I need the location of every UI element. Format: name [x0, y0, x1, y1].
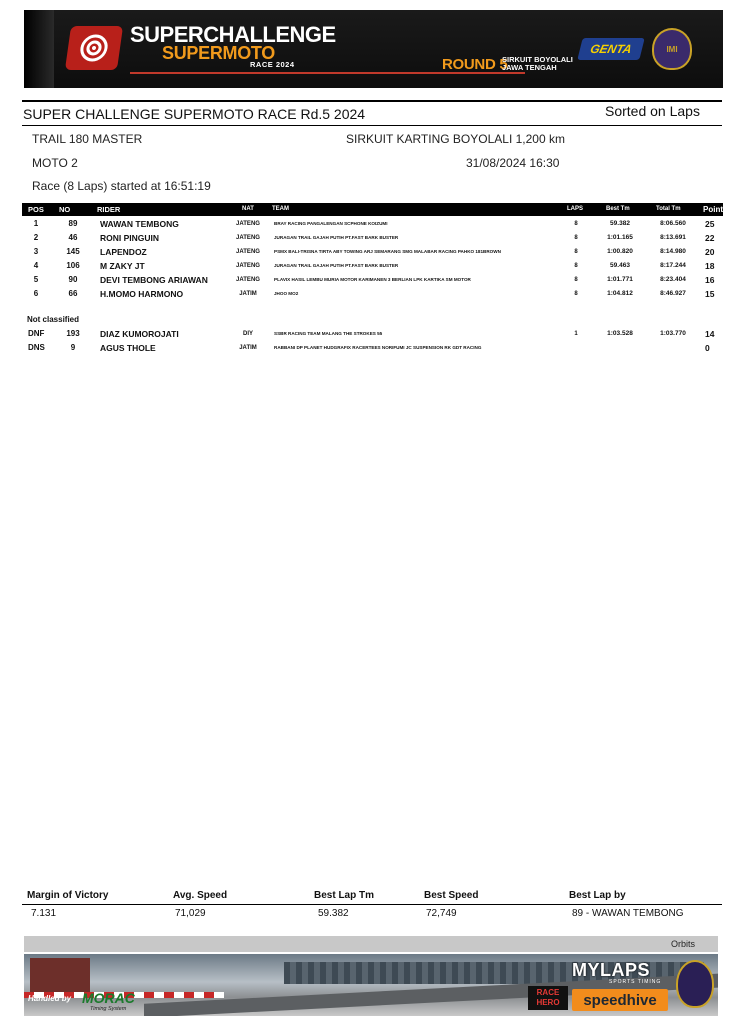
best-lap-label: Best Lap Tm [314, 890, 375, 901]
row-rider: DIAZ KUMOROJATI [100, 329, 179, 339]
row-points: 25 [705, 219, 715, 229]
row-points: 15 [705, 289, 715, 299]
row-laps: 8 [574, 249, 578, 255]
target-logo-icon [65, 26, 123, 70]
row-total-time: 8:17.244 [660, 262, 686, 269]
row-number: 66 [68, 289, 78, 298]
event-banner [24, 10, 723, 88]
row-number: 106 [66, 261, 80, 270]
not-classified-heading: Not classified [27, 315, 80, 324]
row-team: RABBANI DP PLANET HUDGRAFIX RACERTEES NORIFUMI JC SUSPENSION RK GDT RACING [274, 345, 482, 350]
table-row [22, 259, 723, 273]
row-nat: JATENG [236, 263, 260, 269]
row-rider: DEVI TEMBONG ARIAWAN [100, 275, 208, 285]
avg-speed-value: 71,029 [175, 908, 206, 919]
row-laps: 8 [574, 263, 578, 269]
session-datetime: 31/08/2024 16:30 [466, 156, 560, 170]
row-team: SSBR RACING TEAM MALANG THE STROKES 55 [274, 331, 383, 336]
row-rider: M ZAKY JT [100, 261, 145, 271]
morac-prefix: Handled by [28, 994, 72, 1003]
table-row [22, 245, 723, 259]
col-laps: LAPS [567, 206, 584, 212]
row-rider: LAPENDOZ [100, 247, 147, 257]
document-title: SUPER CHALLENGE SUPERMOTO RACE Rd.5 2024 [23, 106, 366, 122]
best-lap-by-value: 89 - WAWAN TEMBONG [572, 908, 684, 919]
row-number: 145 [66, 247, 80, 256]
col-rider: RIDER [97, 205, 121, 214]
row-best-time: 59.463 [610, 262, 630, 269]
col-total-time: Total Tm [656, 206, 681, 212]
mylaps-logo: MYLAPS [572, 960, 651, 980]
row-total-time: 1:03.770 [660, 330, 686, 337]
row-nat: JATENG [236, 235, 260, 241]
row-points: 22 [705, 233, 715, 243]
col-points: Point [703, 205, 723, 214]
title-rule [22, 100, 722, 102]
row-team: JHOO MO2 [274, 291, 299, 296]
best-lap-by-label: Best Lap by [569, 890, 626, 901]
race-start-info: Race (8 Laps) started at 16:51:19 [32, 179, 211, 193]
row-laps: 8 [574, 277, 578, 283]
row-total-time: 8:14.980 [660, 248, 686, 255]
best-speed-value: 72,749 [426, 908, 457, 919]
banner-circuit-line1: SIRKUIT BOYOLALI [502, 55, 573, 64]
row-team: JURAGAN TRAIL GAJAH PUTIH PT.FAST BARK BUSTER [274, 263, 399, 268]
row-best-time: 1:04.812 [607, 290, 633, 297]
row-number: 46 [68, 233, 78, 242]
row-best-time: 1:01.771 [607, 276, 633, 283]
row-best-time: 1:00.820 [607, 248, 633, 255]
row-nat: JATIM [239, 345, 257, 351]
row-pos: 4 [33, 261, 39, 270]
row-total-time: 8:46.927 [660, 290, 686, 297]
row-nat: DIY [242, 331, 253, 337]
row-rider: H.MOMO HARMONO [100, 289, 184, 299]
speedhive-logo: speedhive [572, 989, 668, 1011]
banner-subtitle: SUPERMOTO [162, 43, 275, 63]
sort-label: Sorted on Laps [605, 103, 700, 119]
table-row [22, 217, 723, 231]
row-pos: 5 [33, 275, 39, 284]
orbits-label: Orbits [671, 939, 696, 949]
row-nat: JATENG [236, 221, 260, 227]
row-best-time: 59.382 [610, 220, 630, 227]
row-team: JURAGAN TRAIL GAJAH PUTIH PT.FAST BARK BUSTER [274, 235, 399, 240]
imi-footer-badge-icon [676, 960, 714, 1008]
row-pos: 3 [33, 247, 39, 256]
row-points: 18 [705, 261, 715, 271]
footer-banner [24, 954, 718, 1016]
racehero-logo: RACE HERO [528, 986, 568, 1010]
col-best-time: Best Tm [606, 206, 630, 212]
row-nat: JATIM [239, 291, 257, 297]
mylaps-subtitle: SPORTS TIMING [609, 979, 662, 985]
row-team: BRAY RACING PANGALENGAN SCPHONE KOIZUMI [274, 221, 388, 226]
morac-logo: MORAC [82, 990, 135, 1006]
best-speed-label: Best Speed [424, 890, 479, 901]
row-best-time: 1:03.528 [607, 330, 633, 337]
session-name: MOTO 2 [32, 156, 78, 170]
row-laps: 8 [574, 235, 578, 241]
table-row [22, 327, 723, 341]
row-pos: DNS [28, 343, 45, 352]
imi-badge-icon: IMI [652, 28, 692, 70]
row-points: 0 [705, 343, 710, 353]
row-points: 14 [705, 329, 715, 339]
orbits-bar [24, 936, 718, 952]
row-laps: 1 [574, 331, 578, 337]
pit-building-image [30, 958, 90, 992]
row-rider: RONI PINGUIN [100, 233, 160, 243]
table-row [22, 231, 723, 245]
row-total-time: 8:06.560 [660, 220, 686, 227]
morac-tagline: Timing System [90, 1006, 127, 1012]
row-pos: 1 [33, 219, 39, 228]
banner-circuit-line2: JAWA TENGAH [502, 63, 557, 72]
row-number: 90 [68, 275, 78, 284]
circuit-name: SIRKUIT KARTING BOYOLALI 1,200 km [346, 132, 565, 146]
avg-speed-label: Avg. Speed [173, 890, 228, 901]
row-rider: WAWAN TEMBONG [100, 219, 179, 229]
row-number: 89 [68, 219, 78, 228]
best-lap-value: 59.382 [318, 908, 349, 919]
row-pos: DNF [28, 329, 45, 338]
row-team: PSMX BALI-TRISNA TIRTA ABY TOWING ARJ SEMARANG SMG MALABAR RACING PAHKO 181BROWN [274, 249, 501, 254]
title-rule-bottom [22, 125, 722, 126]
row-best-time: 1:01.165 [607, 234, 633, 241]
table-row [22, 287, 723, 301]
banner-round: ROUND 5 [442, 56, 508, 73]
row-nat: JATENG [236, 249, 260, 255]
row-points: 16 [705, 275, 715, 285]
table-row [22, 341, 723, 355]
banner-race-year: RACE 2024 [250, 60, 295, 69]
row-rider: AGUS THOLE [100, 343, 156, 353]
row-number: 193 [66, 329, 80, 338]
row-points: 20 [705, 247, 715, 257]
row-team: PLAVIX HASIL LEMBU MURIA MOTOR KARIMANEN 3 BERLIAN LPK KARTIKA SM MOTOR [274, 277, 471, 282]
row-total-time: 8:23.404 [660, 276, 686, 283]
row-laps: 8 [574, 291, 578, 297]
table-row [22, 273, 723, 287]
col-pos: POS [28, 205, 44, 214]
row-pos: 6 [33, 289, 39, 298]
col-team: TEAM [272, 206, 289, 212]
row-number: 9 [70, 343, 76, 352]
row-pos: 2 [33, 233, 39, 242]
row-laps: 8 [574, 221, 578, 227]
row-total-time: 8:13.691 [660, 234, 686, 241]
row-nat: JATENG [236, 277, 260, 283]
class-name: TRAIL 180 MASTER [32, 132, 143, 146]
margin-value: 7.131 [31, 908, 57, 919]
banner-title: SUPERCHALLENGE [130, 22, 336, 47]
summary-rule [22, 904, 722, 905]
col-no: NO [59, 205, 71, 214]
margin-label: Margin of Victory [27, 890, 109, 901]
banner-circuit [502, 56, 573, 72]
results-table-header [22, 203, 723, 216]
genta-sponsor-logo: GENTA [577, 38, 644, 60]
banner-stripe [24, 10, 54, 88]
col-nat: NAT [242, 206, 254, 212]
